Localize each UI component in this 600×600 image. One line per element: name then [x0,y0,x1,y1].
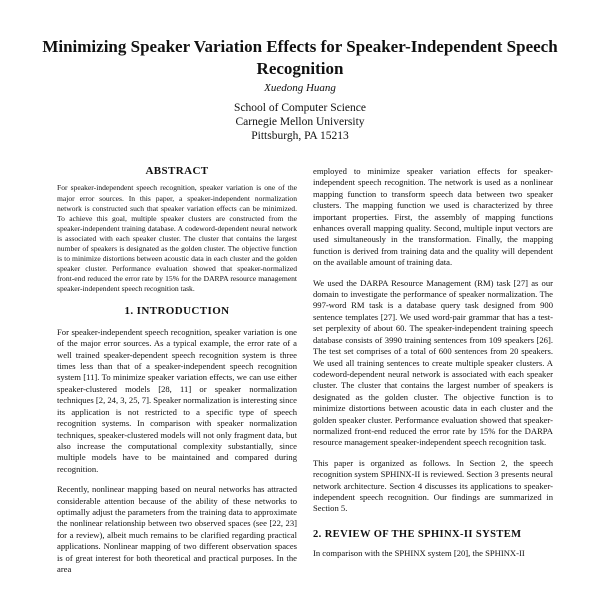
right-paragraph-1: employed to minimize speaker variation effects for speaker-independent speech recognition. The network is used as a nonlinear mapping function to transform speech data between two speaker clusters. The mapping function we used is characterized by three important properties. First, the assembly of mapping functions enhances overall mapping quality. Second, multiple input vectors are used simultaneously in the transformation. Finally, the mapping function is derived from training data and the quality will dependent on the available amount of training data. [313,166,553,268]
introduction-heading: 1. INTRODUCTION [124,305,230,318]
affiliation-line-1: School of Computer Science [234,102,366,114]
abstract-text: For speaker-independent speech recognition, speaker variation is one of the major error sources. In this paper, a speaker-independent normalization network is constructed such that speaker variation effects can be minimized. To achieve this goal, multiple speaker clusters are constructed from the speaker-independent training database. A codeword-dependent neural network is associated with each speaker cluster. The cluster that contains the largest number of speakers is designated as the golden cluster. The objective function is to minimize distortions between acoustic data in each cluster and the golden speaker cluster. Performance evaluation showed that speaker-normalized front-end reduced the error rate by 15% for the DARPA resource management speaker-independent speech recognition task. [57,183,297,294]
section-2-heading: 2. REVIEW OF THE SPHINX-II SYSTEM [313,528,522,540]
right-paragraph-2: We used the DARPA Resource Management (RM) task [27] as our domain to investigate the performance of speaker normalization. The 997-word RM task is a database query task designed from 900 sentence templates [27]. We used word-pair grammar that has a test-set perplexity of about 60. The speaker-independent training speech database consists of 3990 training sentences from 109 speakers [26]. The test set comprises of a total of 600 sentences from 20 speakers. We used all training sentences to create multiple speaker clusters. A codeword-dependent neural network is associated with each speaker cluster. The cluster that contains the largest number of speakers is designated as the golden cluster. The objective function is to minimize distortions between acoustic data in each cluster and the golden speaker cluster. Performance evaluation showed that speaker-normalized front-end reduced the error rate by 15% for the DARPA resource management speaker-independent speech recognition task. [313,277,553,448]
abstract-heading: ABSTRACT [145,165,209,177]
section-2-start: In comparison with the SPHINX system [20], the SPHINX-II [313,548,525,559]
affiliation-line-2: Carnegie Mellon University [235,116,365,128]
left-column [57,166,297,584]
affiliation-block [0,101,600,143]
author-name: Xuedong Huang [264,82,336,94]
right-column [313,166,553,569]
introduction-paragraph-1: For speaker-independent speech recognition, speaker variation is one of the major error sources. As a typical example, the error rate of a well trained speaker-dependent speech recognition system is three times less than that of a speaker-independent speech recognition system [11]. To minimize speaker variation effects, we can use either speaker-clustered models [28, 11] or speaker normalization techniques [2, 24, 3, 25, 7]. Speaker normalization is interesting since its application is not restricted to a specific type of speech recognition systems. In comparison with speaker normalization techniques, speaker-clustered models will not only fragment data, but also increase the computational complexity substantially, since multiple models have to be maintained and compared during recognition. [57,326,297,474]
paper-title: Minimizing Speaker Variation Effects for Speaker-Independent Speech Recognition [42,37,558,78]
right-paragraph-3: This paper is organized as follows. In Section 2, the speech recognition system SPHINX-II is reviewed. Section 3 presents neural network architecture. Section 4 discusses its applications to speaker-independent speech recognition. Our findings are summarized in Section 5. [313,457,553,514]
affiliation-line-3: Pittsburgh, PA 15213 [251,130,349,142]
introduction-paragraph-2: Recently, nonlinear mapping based on neural networks has attracted considerable attention because of the ability of these networks to optimally adjust the parameters from the training data to approximate the nonlinear relationship between two observed spaces (see [22, 23] for a review), albeit much remains to be clarified regarding practical applications. Nonlinear mapping of two different observation spaces is of great interest for both theoretical and practical purposes. In the area [57,484,297,574]
